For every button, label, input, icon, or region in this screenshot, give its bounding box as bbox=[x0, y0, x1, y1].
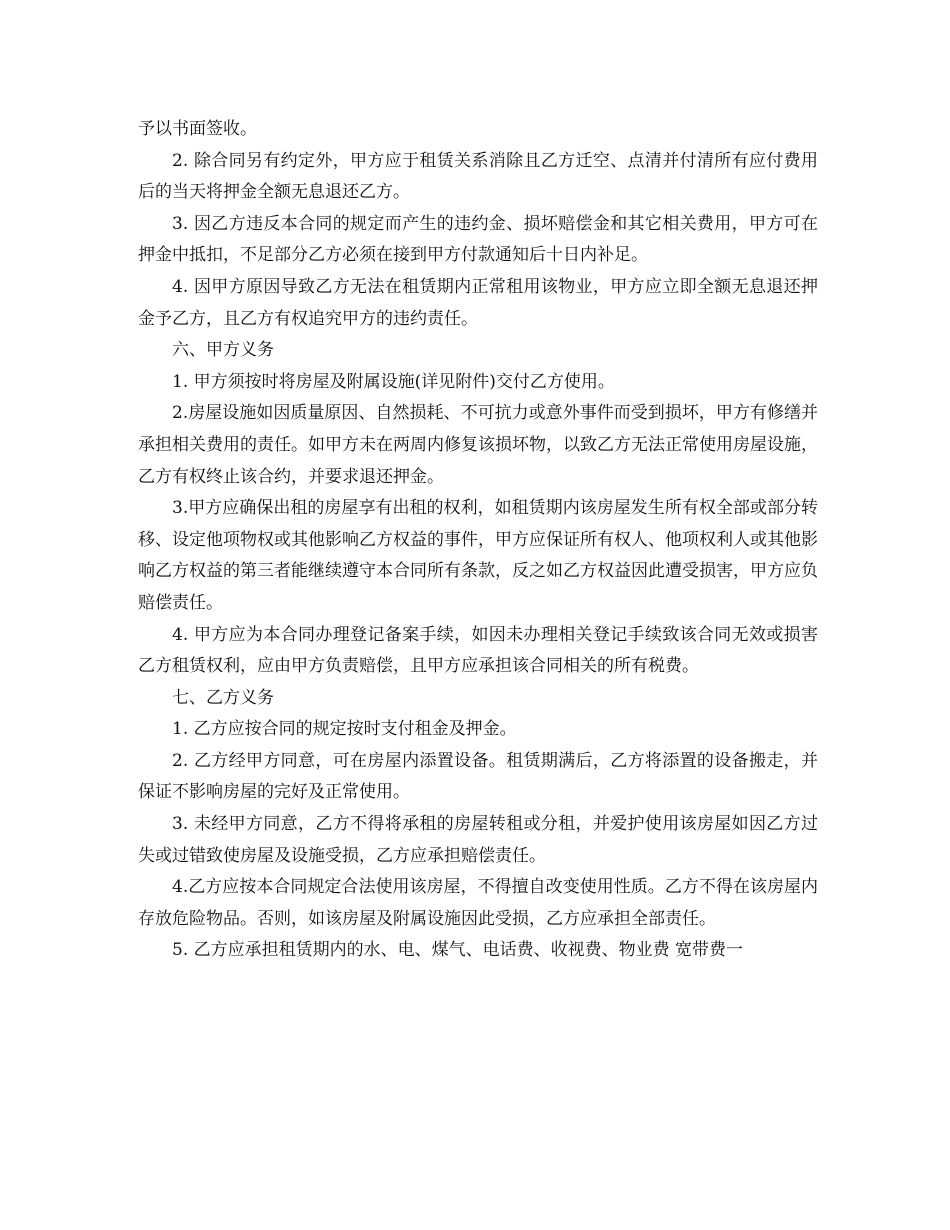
clause-7-5: 5. 乙方应承担租赁期内的水、电、煤气、电话费、收视费、物业费 宽带费一 bbox=[172, 940, 744, 961]
section-heading-party-a-obligations: 六、甲方义务 bbox=[172, 340, 274, 361]
clause-6-2: 2.房屋设施如因质量原因、自然损耗、不可抗力或意外事件而受到损坏，甲方有修缮并承担相关费用的责任。如甲方未在两周内修复该损坏物，以致乙方无法正常使用房屋设施，乙方有权终止该合约，并要求退还押金。 bbox=[138, 403, 818, 487]
clause-6-4: 4. 甲方应为本合同办理登记备案手续，如因未办理相关登记手续致该合同无效或损害乙方租赁权利，应由甲方负责赔偿，且甲方应承担该合同相关的所有税费。 bbox=[138, 624, 818, 677]
paragraph-continuation: 予以书面签收。 bbox=[138, 119, 257, 139]
clause-7-1: 1. 乙方应按合同的规定按时支付租金及押金。 bbox=[172, 719, 517, 740]
section-heading-party-b-obligations: 七、乙方义务 bbox=[172, 687, 274, 708]
clause-5-3: 3. 因乙方违反本合同的规定而产生的违约金、损坏赔偿金和其它相关费用，甲方可在押金中抵扣，不足部分乙方必须在接到甲方付款通知后十日内补足。 bbox=[138, 213, 818, 266]
clause-6-3: 3.甲方应确保出租的房屋享有出租的权利，如租赁期内该房屋发生所有权全部或部分转移、设定他项物权或其他影响乙方权益的事件，甲方应保证所有权人、他项权利人或其他影响乙方权益的第三者能继续遵守本合同所有条款，反之如乙方权益因此遭受损害，甲方应负赔偿责任。 bbox=[138, 498, 818, 613]
clause-7-2: 2. 乙方经甲方同意，可在房屋内添置设备。租赁期满后，乙方将添置的设备搬走，并保证不影响房屋的完好及正常使用。 bbox=[138, 750, 818, 803]
clause-5-4: 4. 因甲方原因导致乙方无法在租赁期内正常租用该物业，甲方应立即全额无息退还押金予乙方，且乙方有权追究甲方的违约责任。 bbox=[138, 276, 818, 329]
clause-7-4: 4.乙方应按本合同规定合法使用该房屋，不得擅自改变使用性质。乙方不得在该房屋内存放危险物品。否则，如该房屋及附属设施因此受损，乙方应承担全部责任。 bbox=[138, 877, 818, 929]
document-body bbox=[138, 114, 818, 967]
clause-6-1: 1. 甲方须按时将房屋及附属设施(详见附件)交付乙方使用。 bbox=[172, 371, 615, 392]
clause-7-3: 3. 未经甲方同意，乙方不得将承租的房屋转租或分租，并爱护使用该房屋如因乙方过失或过错致使房屋及设施受损，乙方应承担赔偿责任。 bbox=[138, 814, 818, 866]
clause-5-2: 2. 除合同另有约定外，甲方应于租赁关系消除且乙方迁空、点清并付清所有应付费用后的当天将押金全额无息退还乙方。 bbox=[138, 150, 818, 203]
